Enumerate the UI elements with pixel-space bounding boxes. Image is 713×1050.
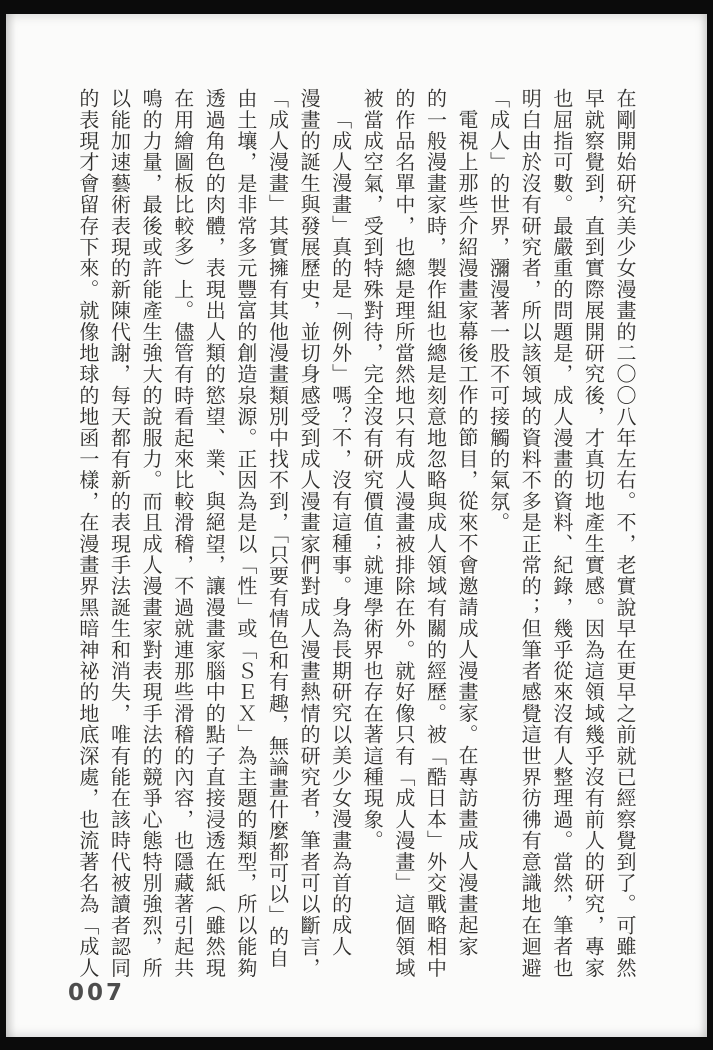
- text-column: 的表現才會留存下來。就像地球的地函一樣，在漫畫界黑暗神祕的地底深處，也流著名為「成人: [75, 88, 100, 979]
- text-column: 透過角色的肉體，表現出人類的慾望、業、與絕望，讓漫畫家腦中的點子直接浸透在紙（雖然現: [202, 88, 227, 979]
- text-column: 也屈指可數。最嚴重的問題是，成人漫畫的資料、紀錄，幾乎從來沒有人整理過。當然，筆者也: [549, 88, 574, 979]
- text-column: 的一般漫畫家時，製作組也總是刻意地忽略與成人領域有關的經歷。被「酷日本」外交戰略相中: [423, 88, 448, 979]
- text-column: 以能加速藝術表現的新陳代謝，每天都有新的表現手法誕生和消失，唯有能在該時代被讀者認同: [107, 88, 132, 979]
- text-column: 的作品名單中，也總是理所當然地只有成人漫畫被排除在外。就好像只有「成人漫畫」這個領域: [391, 88, 416, 979]
- text-column: 明白由於沒有研究者，所以該領域的資料不多是正常的；但筆者感覺這世界彷彿有意識地在迴避: [518, 88, 543, 979]
- text-column: 漫畫的誕生與發展歷史，並切身感受到成人漫畫家們對成人漫畫熱情的研究者，筆者可以斷言，: [297, 88, 322, 979]
- text-column: 「成人」的世界，瀰漫著一股不可接觸的氣氛。: [486, 88, 511, 534]
- text-column: 由土壤，是非常多元豐富的創造泉源。正因為是以「性」或「ＳＥＸ」為主題的類型，所以能夠: [233, 88, 258, 979]
- text-column: 在用繪圖板比較多）上。儘管有時看起來比較滑稽，不過就連那些滑稽的內容，也隱藏著引起共: [170, 88, 195, 979]
- text-column-paragraph-start: 電視上那些介紹漫畫家幕後工作的節目，從來不會邀請成人漫畫家。在專訪畫成人漫畫起家: [455, 109, 480, 957]
- paper-surface: [6, 14, 707, 1037]
- text-column: 鳴的力量，最後或許能產生強大的說服力。而且成人漫畫家對表現手法的競爭心態特別強烈，所: [139, 88, 164, 979]
- text-column-paragraph-start: 「成人漫畫」真的是「例外」嗎？不，沒有這種事。身為長期研究以美少女漫畫為首的成人: [328, 109, 353, 957]
- vertical-text-block: [71, 88, 640, 1003]
- text-column: 在剛開始研究美少女漫畫的二〇〇八年左右。不，老實說早在更早之前就已經察覺到了。可雖然: [613, 88, 637, 979]
- page-number: 007: [68, 980, 126, 1006]
- text-column: 「成人漫畫」其實擁有其他漫畫類別中找不到，「只要有情色和有趣，無論畫什麼都可以」的自: [265, 88, 290, 969]
- text-column: 被當成空氣，受到特殊對待，完全沒有研究價值；就連學術界也存在著這種現象。: [360, 88, 385, 852]
- text-column: 早就察覺到，直到實際展開研究後，才真切地產生實感。因為這領域幾乎沒有前人的研究，專家: [581, 88, 606, 979]
